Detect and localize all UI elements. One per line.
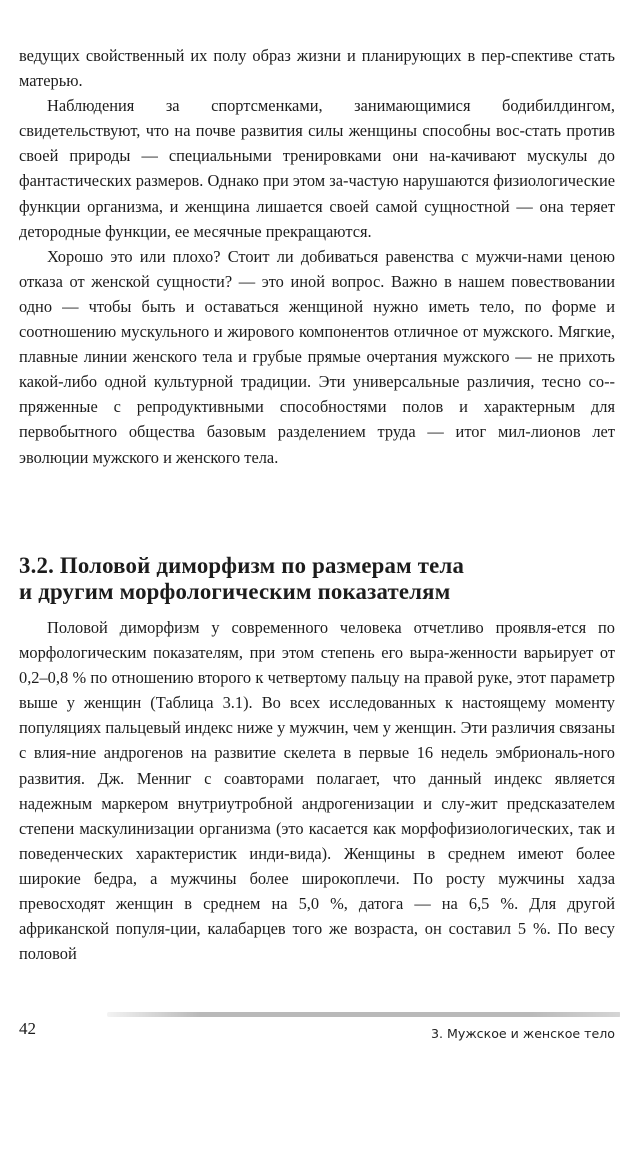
section-heading-line-1: 3.2. Половой диморфизм по размерам тела <box>19 553 465 578</box>
top-text-block <box>19 43 615 470</box>
page-footer <box>19 1006 615 1046</box>
section-heading-line-2: и другим морфологическим показателям <box>19 579 451 604</box>
paragraph-dimorphism: Половой диморфизм у современного человека отчетливо проявля-ется по морфологическим показателям, при этом степень его выра-женности варьирует от 0,2–0,8 % по отношению второго к четвертому пальцу на правой руке, этот параметр выше у женщин (Таблица 3.1). Во всех исследованных к настоящему моменту популяциях пальцевый индекс ниже у мужчин, чем у женщин. Эти различия связаны с влия-ние андрогенов на развитие скелета в первые 16 недель эмбриональ-ного развития. Дж. Менниг с соавторами полагает, что данный индекс является надежным маркером внутриутробной андрогенизации и слу-жит предсказателем степени маскулинизации организма (это касается как морфофизиологических, так и поведенческих характеристик инди-вида). Женщины в среднем имеют более широкие бедра, а мужчины более широкоплечи. По росту мужчины хадза превосходят женщин в среднем на 5,0 %, датога — на 6,5 %. Для другой африканской популя-ции, калабарцев того же возраста, он составил 5 %. По весу половой <box>19 618 615 964</box>
paragraph-equality: Хорошо это или плохо? Стоит ли добиваться равенства с мужчи-нами ценою отказа от женской сущности? — это иной вопрос. Важно в нашем повествовании одно — чтобы быть и оставаться женщиной нужно иметь тело, по форме и соотношению мускульного и жирового компонентов отличное от мужского. Мягкие, плавные линии женского тела и грубые прямые очертания мужского — не прихоть какой-либо одной культурной традиции. Эти универсальные различия, тесно со-пряженные с репродуктивными способностями полов и характерным для первобытного общества базовым разделением труда — итог мил-лионов лет эволюции мужского и женского тела. <box>19 246 615 467</box>
section-heading <box>19 553 615 605</box>
page-number: 42 <box>19 1019 36 1038</box>
running-head: 3. Мужское и женское тело <box>430 1026 615 1041</box>
paragraph-bodybuilding: Наблюдения за спортсменками, занимающимися бодибилдингом, свидетельствуют, что на почве развития силы женщины способны вос-стать против своей природы — специальными тренировками они на-качивают мускулы до фантастических размеров. Однако при этом за-частую нарушаются физиологические функции организма, и женщина лишается своей самой сущностной — она теряет детородные функции, ее месячные прекращаются. <box>19 96 615 241</box>
paragraph-continuation: ведущих свойственный их полу образ жизни и планирующих в пер-спективе стать матерью. <box>19 46 615 91</box>
bottom-text-block <box>19 615 615 966</box>
footer-rule <box>107 1012 620 1017</box>
